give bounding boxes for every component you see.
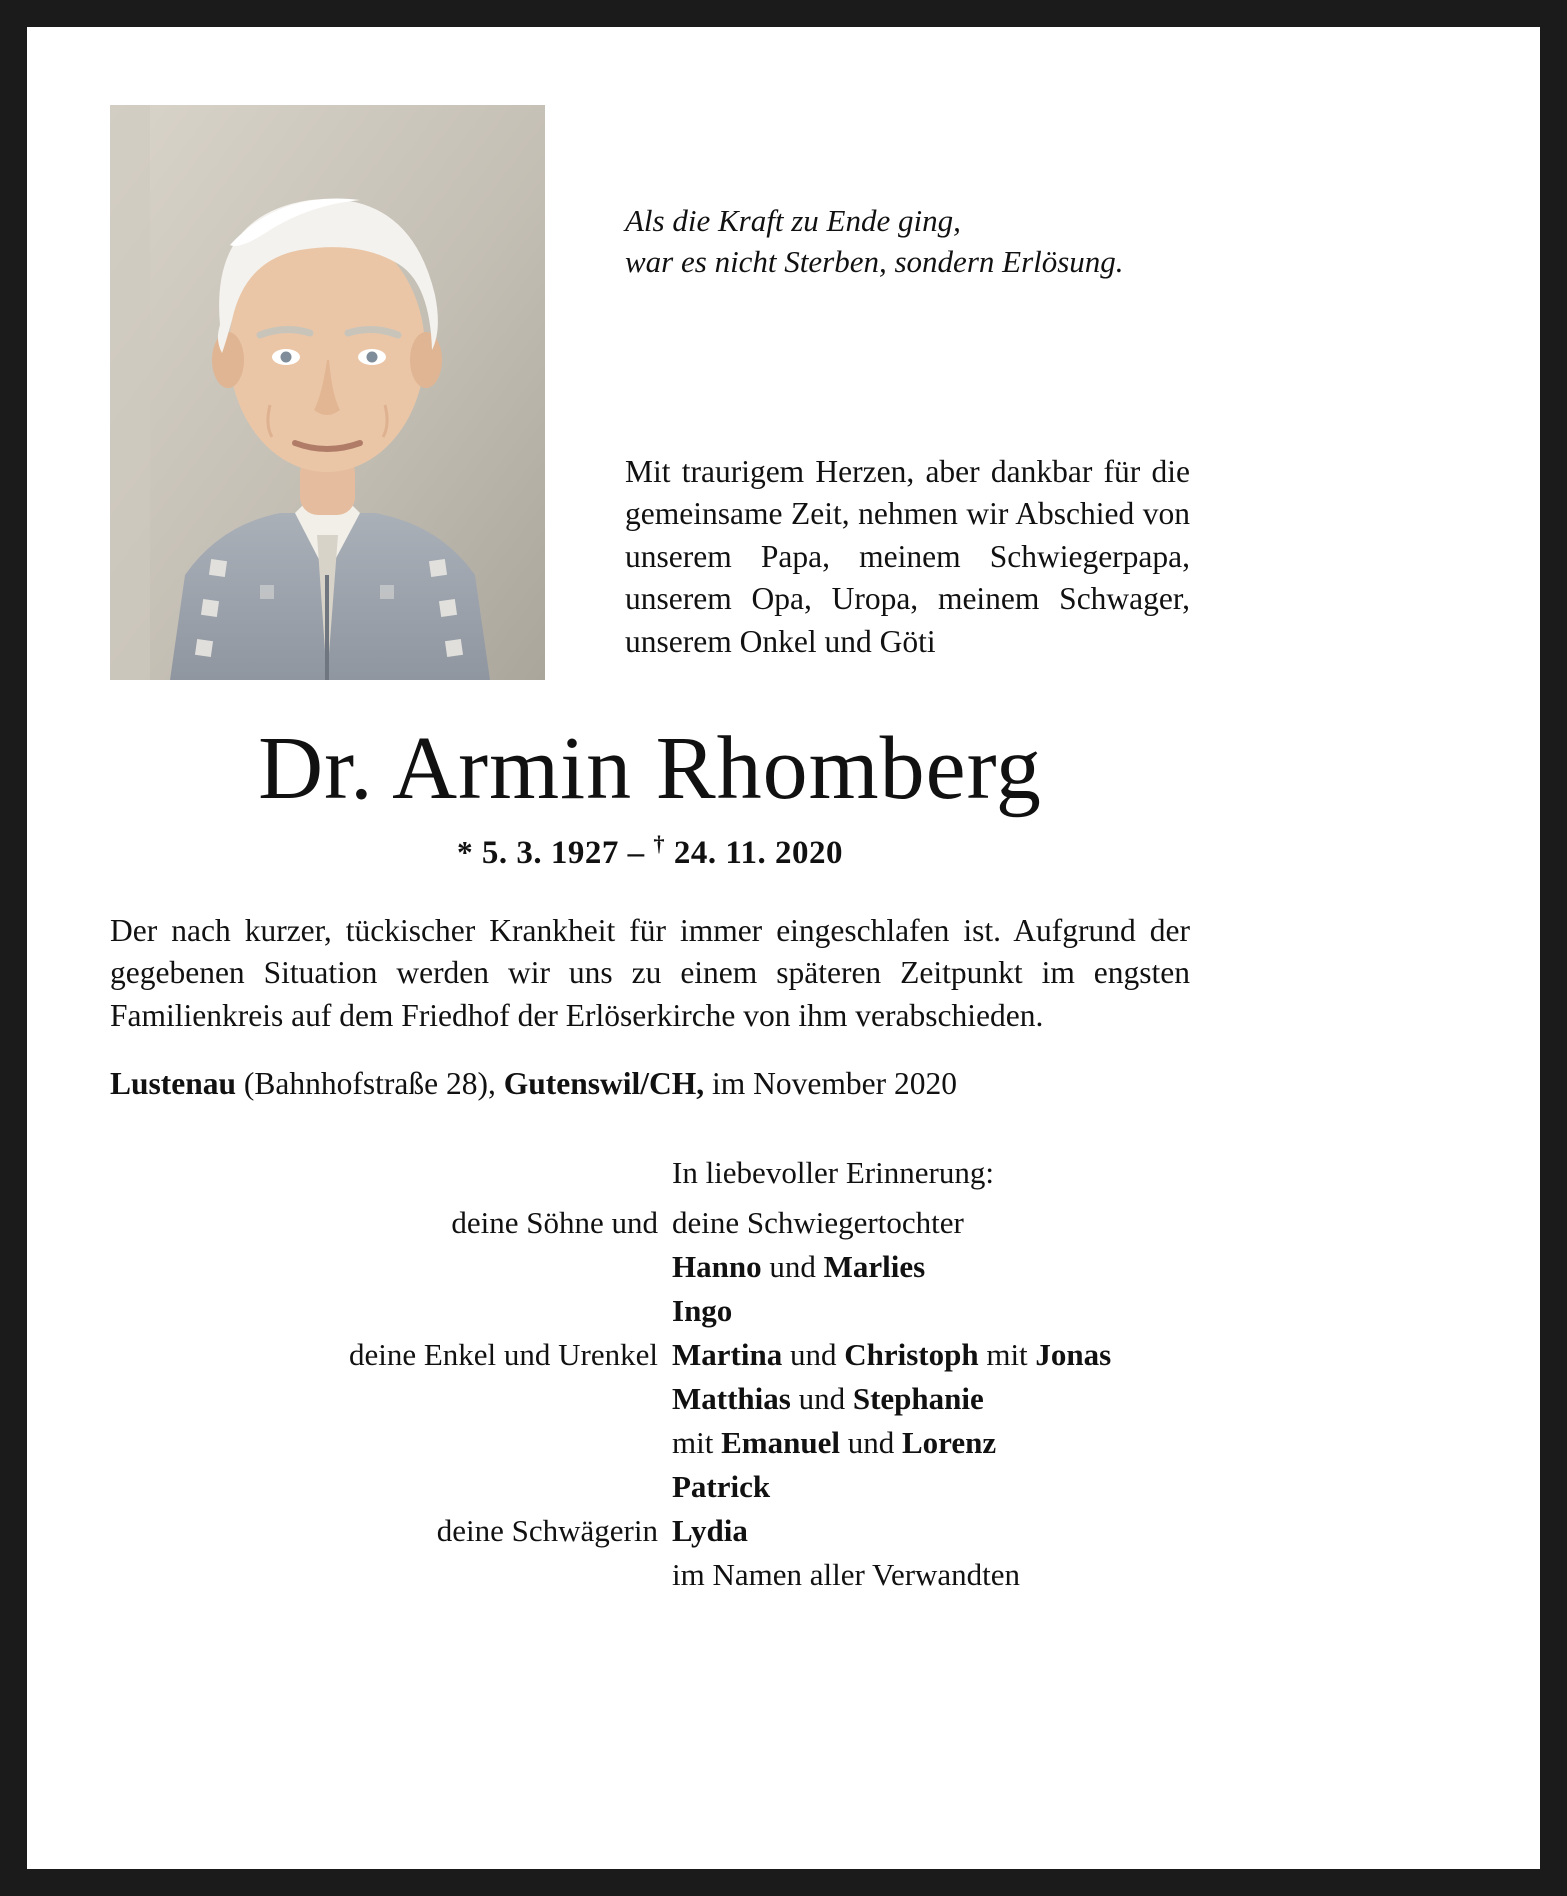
text-segment: Lorenz [901,1425,997,1461]
deceased-name: Dr. Armin Rhomberg [258,719,1042,818]
memorial-row [110,1421,1190,1465]
text-segment: und [782,1336,845,1372]
memorial-row [110,1289,1190,1333]
memorial-header: In liebevoller Erinnerung: [672,1154,994,1190]
text-segment: und [839,1425,902,1461]
text-segment: und [761,1248,824,1284]
text-segment: Stephanie [852,1381,984,1416]
birth-symbol: * [456,834,474,870]
text-segment: Jonas [1035,1336,1112,1372]
quote-line-2: war es nicht Sterben, sondern Erlösung. [625,243,1124,279]
text-segment: im November 2020 [704,1065,957,1101]
right-column [625,105,1190,680]
memorial-row [110,1201,1190,1245]
memorial-row-label: deine Söhne und [451,1204,658,1240]
text-segment: Patrick [672,1469,771,1505]
memorial-row-label [110,1245,672,1289]
memorial-row-label [110,1465,672,1509]
text-segment: und [790,1381,853,1416]
life-dates [110,831,1190,872]
text-segment: (Bahnhofstraße 28), [236,1065,504,1101]
memorial-row-content [672,1465,1190,1509]
text-segment: Lustenau [110,1065,237,1101]
portrait-illustration [110,105,545,680]
text-segment: Martina [672,1336,783,1372]
text-segment: im Namen aller Verwandten [672,1557,1021,1593]
text-segment: Ingo [672,1292,733,1328]
text-segment: Gutenswil/CH, [503,1065,705,1101]
memorial-row-content [672,1333,1190,1377]
text-segment: mit [978,1336,1036,1372]
memorial-row-content [672,1377,1190,1421]
memorial-row-content [672,1553,1190,1597]
text-segment: mit [672,1425,722,1461]
memorial-row-content [672,1509,1190,1553]
memorial-row-label: deine Schwägerin [436,1513,658,1549]
portrait-photo [110,105,545,680]
memorial-row-label [110,1553,672,1597]
memorial-header-spacer [110,1151,672,1195]
top-row [110,105,1190,680]
text-segment: Hanno [672,1248,762,1284]
memorial-row [110,1509,1190,1553]
announcement-paragraph: Der nach kurzer, tückischer Krankheit für immer eingeschlafen ist. Aufgrund der gegebenen Situation werden wir uns zu einem späteren Zeitpunkt im engsten Familienkreis auf dem Friedhof der Erlöserkirche von ihm verabschieden. [110,912,1190,1034]
memorial-row-content [672,1289,1190,1333]
location-line [110,1064,1190,1105]
memorial-row [110,1553,1190,1597]
memorial-row-content [672,1421,1190,1465]
memorial-rows [110,1201,1190,1597]
memorial-row [110,1465,1190,1509]
epigraph-quote [625,201,1190,283]
memorial-row-content [672,1201,1190,1245]
death-symbol: † [653,830,666,856]
text-segment: deine Schwiegertochter [672,1204,964,1240]
text-segment: Matthias [672,1381,791,1416]
memorial-row-label [110,1421,672,1465]
memorial-row [110,1377,1190,1421]
memorial-header-row [110,1151,1190,1195]
intro-paragraph: Mit traurigem Herzen, aber dankbar für die gemeinsame Zeit, nehmen wir Abschied von unserem Papa, meinem Schwiegerpapa, unserem Opa, Uropa, meinem Schwager, unserem Onkel und Göti [625,453,1190,659]
obituary-content [110,105,1190,1597]
death-date: 24. 11. 2020 [673,834,844,871]
memorial-row-content [672,1245,1190,1289]
quote-line-1: Als die Kraft zu Ende ging, [625,203,961,238]
memorial-row [110,1333,1190,1377]
memorial-row-label: deine Enkel und Urenkel [348,1336,658,1372]
memorial-row-label [110,1377,672,1421]
text-segment: Christoph [844,1336,979,1372]
text-segment: Marlies [823,1248,926,1284]
text-segment: Lydia [672,1513,748,1549]
memorial-row [110,1245,1190,1289]
memorial-row-label [110,1289,672,1333]
dates-separator: – [627,834,645,871]
birth-date: 5. 3. 1927 [481,834,619,871]
text-segment: Emanuel [721,1425,840,1461]
memorial-section [110,1151,1190,1597]
